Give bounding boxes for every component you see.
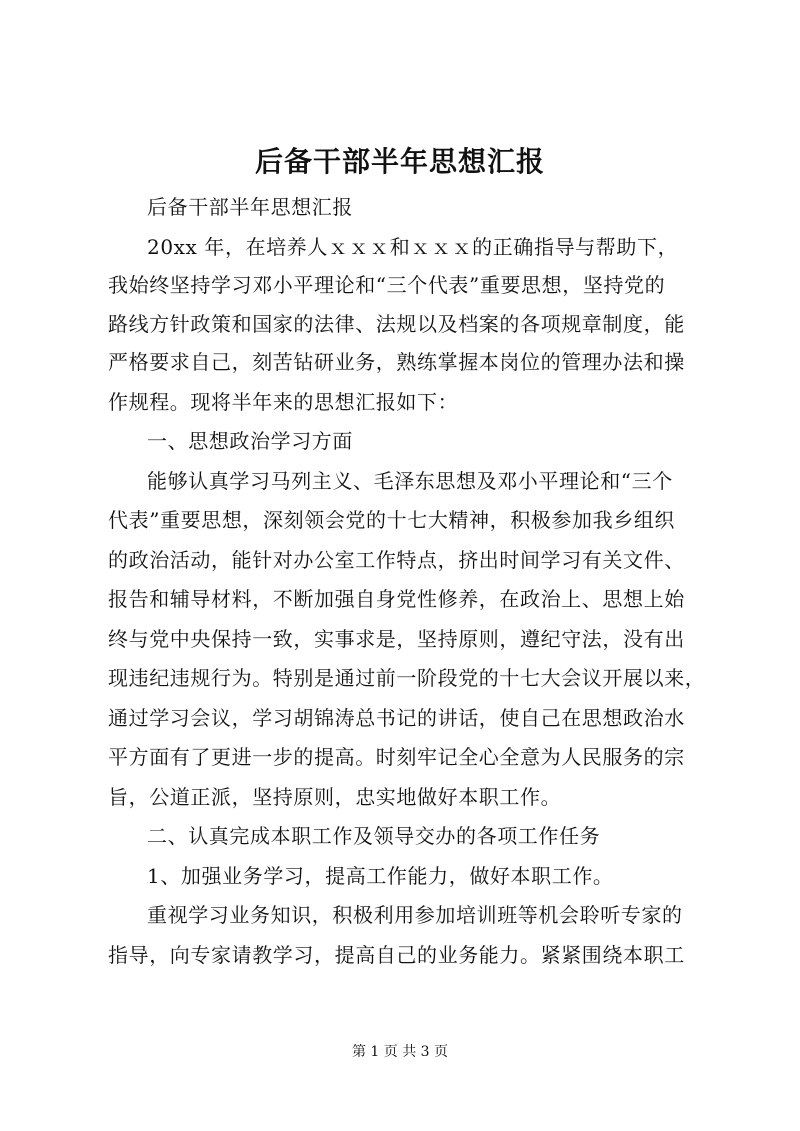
paragraph-line: 旨，公道正派，坚持原则，忠实地做好本职工作。 — [108, 785, 562, 809]
paragraph-line: 指导，向专家请教学习，提高自己的业务能力。紧紧围绕本职工 — [108, 943, 685, 967]
section-heading: 二、认真完成本职工作及领导交办的各项工作任务 — [147, 824, 601, 848]
paragraph-line: 重视学习业务知识，积极利用参加培训班等机会聆听专家的 — [147, 903, 683, 927]
paragraph-line: 平方面有了更进一步的提高。时刻牢记全心全意为人民服务的宗 — [108, 745, 685, 769]
paragraph-line: 作规程。现将半年来的思想汇报如下： — [108, 390, 459, 414]
paragraph-line: 严格要求自己，刻苦钻研业务，熟练掌握本岗位的管理办法和操 — [108, 350, 685, 374]
paragraph-line: 能够认真学习马列主义、毛泽东思想及邓小平理论和“三个 — [147, 469, 673, 493]
paragraph-line: 路线方针政策和国家的法律、法规以及档案的各项规章制度，能 — [108, 312, 685, 336]
paragraph-line: 现违纪违规行为。特别是通过前一阶段党的十七大会议开展以来， — [108, 666, 706, 690]
page-footer: 第 1 页 共 3 页 — [351, 1044, 449, 1060]
paragraph-line: 终与党中央保持一致，实事求是，坚持原则，遵纪守法，没有出 — [108, 627, 685, 651]
paragraph-line: 20xx 年，在培养人ｘｘｘ和ｘｘｘ的正确指导与帮助下， — [147, 235, 679, 259]
paragraph-line: 我始终坚持学习邓小平理论和“三个代表”重要思想，坚持党的 — [108, 273, 666, 297]
paragraph-line: 代表”重要思想，深刻领会党的十七大精神，积极参加我乡组织 — [108, 508, 676, 532]
subsection-heading: 1、加强业务学习，提高工作能力，做好本职工作。 — [147, 864, 614, 888]
paragraph-line: 的政治活动，能针对办公室工作特点，挤出时间学习有关文件、 — [108, 548, 685, 572]
paragraph-line: 通过学习会议，学习胡锦涛总书记的讲话，使自己在思想政治水 — [108, 706, 685, 730]
section-heading: 一、思想政治学习方面 — [147, 429, 353, 453]
paragraph-line: 后备干部半年思想汇报 — [147, 195, 353, 219]
paragraph-line: 报告和辅导材料，不断加强自身党性修养，在政治上、思想上始 — [108, 587, 685, 611]
document-title: 后备干部半年思想汇报 — [254, 145, 545, 178]
